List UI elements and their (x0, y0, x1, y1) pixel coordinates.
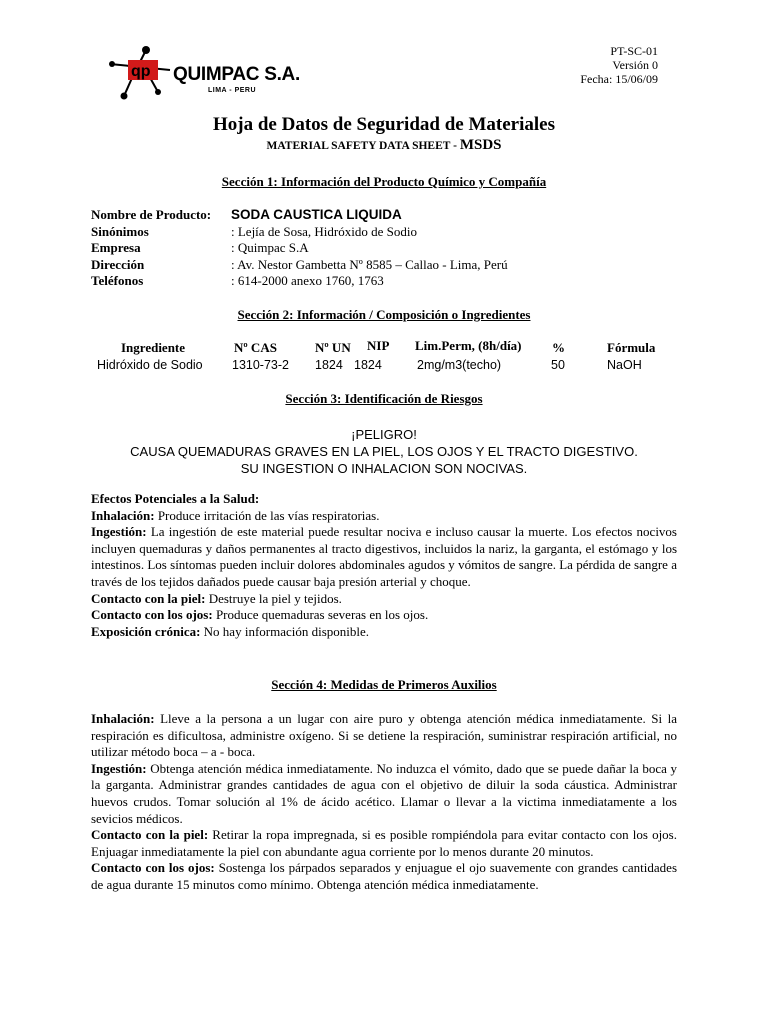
table-header: Lim.Perm, (8h/día) (415, 338, 522, 353)
product-name: SODA CAUSTICA LIQUIDA (231, 207, 402, 222)
first-aid-item (91, 827, 677, 860)
svg-text:qp: qp (131, 63, 151, 80)
company-city: LIMA - PERU (208, 87, 257, 94)
first-aid-item (91, 761, 677, 827)
effects-title: Efectos Potenciales a la Salud: (91, 491, 260, 506)
document-meta (580, 44, 658, 86)
first-aid (91, 711, 677, 894)
info-label: Dirección (91, 256, 145, 272)
effect-label: Ingestión: (91, 524, 147, 540)
effect-text: La ingestión de este material puede resultar nociva e incluso causar la muerte. Los efectos nocivos incluyen quemaduras y daños permanentes al tracto digestivos, incluidos la nariz, la garganta, el estómago y los intestinos. Los síntomas pueden incluir dolores abdominales agudos y vómitos de sangre. La pérdida de sangre a través de los tejidos dañados puede causar baja presión arterial y choque. (91, 524, 677, 589)
table-cell: 50 (551, 358, 565, 372)
table-cell: NaOH (607, 358, 642, 372)
info-label: Empresa (91, 240, 141, 255)
effect-label: Contacto con la piel: (91, 590, 206, 606)
table-header: Ingrediente (121, 340, 186, 355)
effect-text: Destruye la piel y tejidos. (205, 590, 342, 606)
info-row (91, 224, 508, 241)
effect-text: Produce irritación de las vías respiratorias. (154, 507, 380, 523)
doc-date: Fecha: 15/06/09 (580, 72, 658, 86)
table-header: Nº UN (315, 340, 351, 355)
table-cell: 1824 (354, 358, 382, 372)
info-row (91, 207, 508, 224)
effect-item (91, 524, 677, 590)
health-effects (91, 491, 677, 640)
table-cell: 1824 (315, 358, 343, 372)
effect-item (91, 624, 677, 641)
table-cell: 2mg/m3(techo) (417, 358, 502, 372)
first-aid-text: Obtenga atención médica inmediatamente. No induzca el vómito, dado que se puede dañar la boca y la garganta. Administrar grandes cantidades de agua con el objetivo de diluir la soda cáustica. Administrar huevos crudos. Tomar solución al 1% de ácido acético. Llamar o llevar a la victima inmediatamente a los sevicios médicos. (91, 760, 677, 826)
table-cell: 1310-73-2 (232, 358, 289, 372)
first-aid-label: Ingestión: (91, 760, 147, 776)
product-info (91, 207, 508, 290)
table-header: % (552, 340, 565, 355)
first-aid-text: Retirar la ropa impregnada, si es posible rompiéndola para evitar contacto con los ojos. Enjuagar inmediatamente la piel con abundante agua corriente por lo menos durante 20 minutos. (91, 827, 677, 859)
first-aid-label: Contacto con los ojos: (91, 860, 215, 876)
subtitle-text: MATERIAL SAFETY DATA SHEET - (266, 140, 460, 152)
effect-label: Inhalación: (91, 507, 155, 523)
doc-code: PT-SC-01 (610, 44, 658, 58)
info-value: : Lejía de Sosa, Hidróxido de Sodio (231, 223, 417, 239)
table-cell: Hidróxido de Sodio (97, 358, 203, 372)
effect-label: Exposición crónica: (91, 623, 201, 639)
warning-line: SU INGESTION O INHALACION SON NOCIVAS. (240, 461, 528, 476)
info-label: Sinónimos (91, 223, 149, 239)
section-1-heading: Sección 1: Información del Producto Químico y Compañía (221, 174, 547, 189)
first-aid-label: Contacto con la piel: (91, 827, 209, 843)
first-aid-item (91, 711, 677, 761)
info-label: Nombre de Producto: (91, 207, 212, 222)
warning-line: CAUSA QUEMADURAS GRAVES EN LA PIEL, LOS OJOS Y EL TRACTO DIGESTIVO. (130, 444, 638, 459)
subtitle-msds: MSDS (459, 137, 502, 153)
info-value: : Quimpac S.A (231, 240, 309, 255)
section-3-heading: Sección 3: Identificación de Riesgos (285, 391, 483, 406)
doc-version: Versión 0 (612, 58, 658, 72)
company-name: QUIMPAC S.A. (173, 64, 300, 85)
effect-text: No hay información disponible. (200, 623, 370, 639)
effect-item (91, 508, 677, 525)
info-row (91, 257, 508, 274)
hazard-warning (0, 426, 768, 477)
warning-line: ¡PELIGRO! (351, 427, 417, 442)
effect-label: Contacto con los ojos: (91, 607, 213, 623)
table-header: NIP (367, 338, 390, 353)
info-value: : Av. Nestor Gambetta Nº 8585 – Callao - Lima, Perú (231, 256, 508, 272)
first-aid-label: Inhalación: (91, 711, 155, 726)
effect-item (91, 607, 677, 624)
table-header: Nº CAS (234, 340, 277, 355)
table-header: Fórmula (607, 340, 656, 355)
quimpac-logo-icon (108, 44, 178, 102)
info-row (91, 273, 508, 290)
info-label: Teléfonos (91, 273, 144, 288)
info-row (91, 240, 508, 257)
first-aid-item (91, 860, 677, 893)
section-2-heading: Sección 2: Información / Composición o Ingredientes (237, 307, 531, 322)
page-title: Hoja de Datos de Seguridad de Materiales (213, 114, 555, 135)
effect-text: Produce quemaduras severas en los ojos. (212, 607, 429, 623)
page-subtitle (0, 137, 768, 154)
section-4-heading: Sección 4: Medidas de Primeros Auxilios (271, 677, 497, 692)
info-value: : 614-2000 anexo 1760, 1763 (231, 273, 384, 288)
first-aid-text: Sostenga los párpados separados y enjuague el ojo suavemente con grandes cantidades de agua durante 15 minutos como mínimo. Obtenga atención médica inmediatamente. (91, 860, 678, 892)
effect-item (91, 591, 677, 608)
first-aid-text: Lleve a la persona a un lugar con aire puro y obtenga atención médica inmediatamente. Si la respiración es dificultosa, administre oxígeno. Si se detiene la respiración, suministrar respiración artificial, no utilizar método boca – a - boca. (91, 711, 677, 760)
